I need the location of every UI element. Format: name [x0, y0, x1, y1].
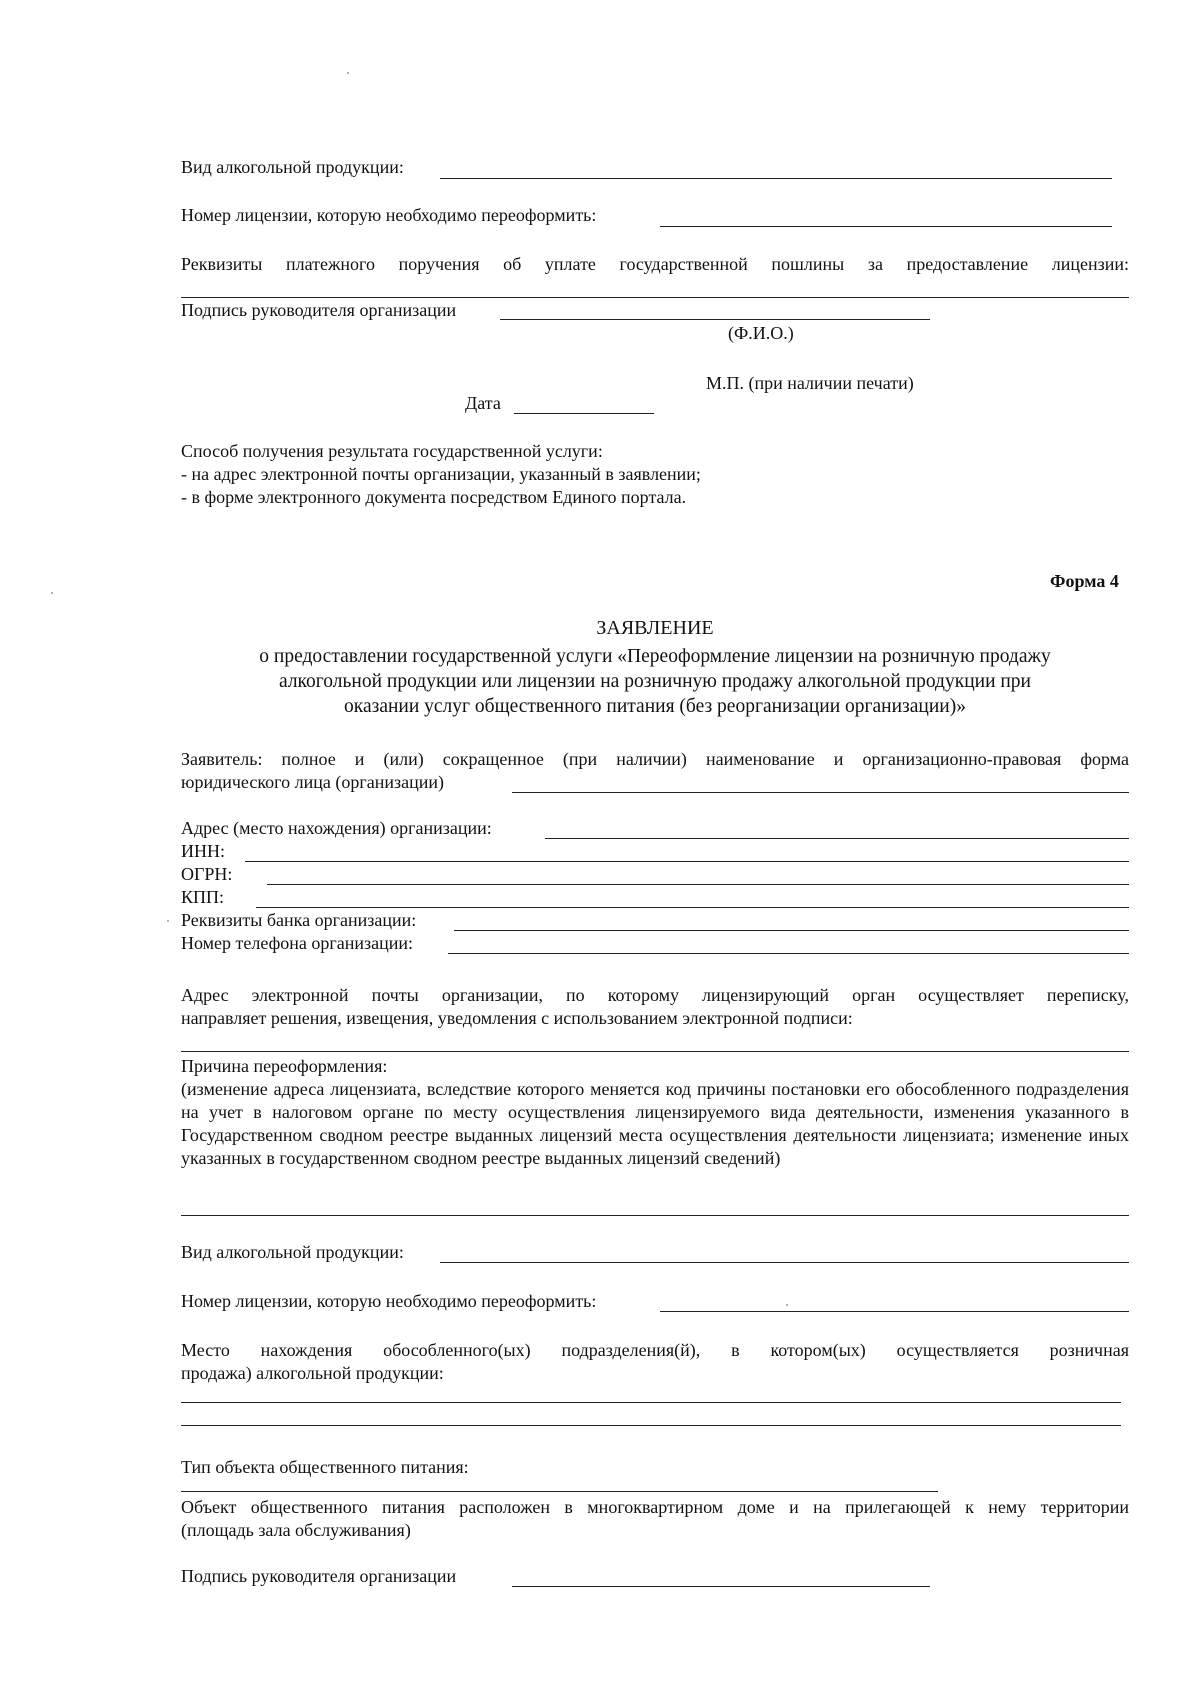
scan-speck: [167, 920, 169, 922]
inn-label: ИНН:: [181, 841, 225, 861]
kpp-field[interactable]: [256, 907, 1129, 908]
scan-speck: [786, 1304, 788, 1306]
kpp-label: КПП:: [181, 887, 225, 907]
payment-details-label: Реквизиты платежного поручения об уплате государственной пошлины за предоставление лицензии:: [181, 254, 1129, 274]
email-label: Адрес электронной почты организации, по которому лицензирующий орган осуществляет переписку,: [181, 985, 1129, 1005]
fio-label: (Ф.И.О.): [728, 323, 794, 343]
date-field[interactable]: [514, 413, 654, 414]
bank-details-field[interactable]: [454, 930, 1129, 931]
form-subtitle-line: оказании услуг общественного питания (без реорганизации организации)»: [344, 696, 966, 717]
catering-type-field[interactable]: [181, 1491, 938, 1492]
payment-details-field[interactable]: [181, 297, 1129, 298]
location-label: Место нахождения обособленного(ых) подразделения(й), в котором(ых) осуществляется розничная: [181, 1340, 1129, 1360]
date-label: Дата: [465, 393, 501, 413]
scan-speck: [51, 592, 53, 594]
ogrn-field[interactable]: [267, 884, 1129, 885]
applicant-label: Заявитель: полное и (или) сокращенное (при наличии) наименование и организационно-правовая форма: [181, 749, 1129, 769]
result-method-item: - на адрес электронной почты организации, указанный в заявлении;: [181, 464, 701, 484]
bank-details-label: Реквизиты банка организации:: [181, 910, 417, 930]
alcohol-type-field[interactable]: [440, 178, 1112, 179]
form-subtitle-line: алкогольной продукции или лицензии на розничную продажу алкогольной продукции при: [279, 671, 1031, 692]
form-subtitle-line: о предоставлении государственной услуги «Переоформление лицензии на розничную продажу: [259, 646, 1051, 667]
form-number-label: Форма 4: [1050, 571, 1119, 591]
catering-location-label-cont: (площадь зала обслуживания): [181, 1520, 411, 1540]
inn-field[interactable]: [245, 861, 1129, 862]
address-label: Адрес (место нахождения) организации:: [181, 818, 492, 838]
alcohol-type-label-2: Вид алкогольной продукции:: [181, 1242, 404, 1262]
result-method-item: - в форме электронного документа посредством Единого портала.: [181, 487, 687, 507]
ogrn-label: ОГРН:: [181, 864, 233, 884]
alcohol-type-field-2[interactable]: [440, 1262, 1129, 1263]
catering-location-label: Объект общественного питания расположен в многоквартирном доме и на прилегающей к нему территории: [181, 1497, 1129, 1517]
license-number-field-2[interactable]: [660, 1311, 1129, 1312]
signature-label: Подпись руководителя организации: [181, 300, 457, 320]
email-field[interactable]: [181, 1051, 1129, 1052]
license-number-label: Номер лицензии, которую необходимо переоформить:: [181, 205, 597, 225]
phone-field[interactable]: [448, 953, 1129, 954]
signature-label-2: Подпись руководителя организации: [181, 1566, 457, 1586]
signature-field-2[interactable]: [512, 1586, 930, 1587]
license-number-label-2: Номер лицензии, которую необходимо переоформить:: [181, 1291, 597, 1311]
catering-type-label: Тип объекта общественного питания:: [181, 1457, 469, 1477]
address-field[interactable]: [545, 838, 1129, 839]
form-title: ЗАЯВЛЕНИЕ: [596, 617, 714, 639]
alcohol-type-label: Вид алкогольной продукции:: [181, 157, 404, 177]
result-method-title: Способ получения результата государственной услуги:: [181, 441, 603, 461]
location-label-cont: продажа) алкогольной продукции:: [181, 1363, 444, 1383]
applicant-name-field[interactable]: [512, 792, 1129, 793]
location-field-1[interactable]: [181, 1402, 1121, 1403]
reason-description: (изменение адреса лицензиата, вследствие которого меняется код причины постановки его обособленного подразделения на учет в налоговом органе по месту осуществления лицензируемого вида деятельности, изменения указанного в Государственном сводном реестре выданных лицензий места осуществления деятельности лицензиата; изменение иных указанных в государственном сводном реестре выданных лицензий сведений): [181, 1079, 1129, 1168]
reason-field[interactable]: [181, 1215, 1129, 1216]
stamp-label: М.П. (при наличии печати): [706, 373, 914, 393]
reason-title: Причина переоформления:: [181, 1056, 388, 1076]
signature-field[interactable]: [500, 319, 930, 320]
email-label-cont: направляет решения, извещения, уведомления с использованием электронной подписи:: [181, 1008, 853, 1028]
scan-speck: [347, 72, 349, 74]
license-number-field[interactable]: [660, 226, 1112, 227]
phone-label: Номер телефона организации:: [181, 933, 414, 953]
location-field-2[interactable]: [181, 1425, 1121, 1426]
applicant-label-cont: юридического лица (организации): [181, 772, 444, 792]
